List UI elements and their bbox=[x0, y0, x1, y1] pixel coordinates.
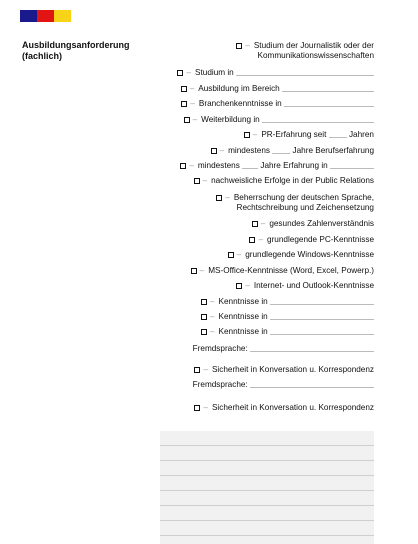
item-label: Kenntnisse in bbox=[218, 312, 268, 321]
fill-line[interactable] bbox=[270, 334, 374, 335]
checkbox[interactable] bbox=[201, 314, 207, 320]
checkbox[interactable] bbox=[177, 70, 183, 76]
checkbox[interactable] bbox=[216, 195, 222, 201]
checkbox[interactable] bbox=[194, 178, 200, 184]
item-kenntnisse-2: – Kenntnisse in bbox=[201, 312, 374, 322]
item-label: Sicherheit in Konversation u. Korrespondenz bbox=[211, 365, 374, 374]
heading-line-1: Ausbildungsanforderung bbox=[22, 40, 130, 50]
item-label: Kenntnisse in bbox=[218, 297, 268, 306]
fill-line[interactable] bbox=[270, 319, 374, 320]
item-label-cont: Rechtschreibung und Zeichensetzung bbox=[236, 203, 374, 212]
item-label: Studium in bbox=[195, 68, 234, 77]
checkbox[interactable] bbox=[181, 101, 187, 107]
fill-line[interactable] bbox=[282, 91, 374, 92]
item-label: grundlegende Windows-Kenntnisse bbox=[245, 250, 374, 259]
fill-line[interactable] bbox=[242, 168, 258, 169]
item-journalistik: – Studium der Journalistik oder der Kommunikationswissenschaften bbox=[236, 41, 374, 61]
item-zahlen: – gesundes Zahlenverständnis bbox=[252, 219, 374, 229]
item-label: PR-Erfahrung seit bbox=[261, 130, 327, 139]
item-label-suffix: Jahre Erfahrung in bbox=[260, 161, 328, 170]
item-label: gesundes Zahlenverständnis bbox=[269, 219, 374, 228]
item-label-suffix: Jahren bbox=[348, 130, 374, 139]
item-kenntnisse-1: – Kenntnisse in bbox=[201, 297, 374, 307]
item-label: grundlegende PC-Kenntnisse bbox=[267, 235, 374, 244]
item-office: – MS-Office-Kenntnisse (Word, Excel, Powerp.) bbox=[191, 266, 374, 276]
checkbox[interactable] bbox=[181, 86, 187, 92]
fill-line[interactable] bbox=[236, 75, 374, 76]
item-erfolge: – nachweisliche Erfolge in der Public Relations bbox=[194, 176, 375, 186]
heading-line-2: (fachlich) bbox=[22, 51, 63, 61]
item-sicherheit-2: – Sicherheit in Konversation u. Korrespondenz bbox=[194, 403, 374, 413]
checkbox[interactable] bbox=[249, 237, 255, 243]
item-berufserfahrung: – mindestens Jahre Berufserfahrung bbox=[211, 146, 374, 156]
flag-yellow bbox=[54, 10, 71, 22]
notes-field[interactable] bbox=[160, 431, 374, 544]
item-fremdsprache-1 bbox=[193, 344, 374, 354]
item-windows: – grundlegende Windows-Kenntnisse bbox=[228, 250, 374, 260]
fill-line[interactable] bbox=[270, 304, 374, 305]
item-erfahrung-in: – mindestens Jahre Erfahrung in bbox=[180, 161, 374, 171]
item-label-suffix: Jahre Berufserfahrung bbox=[292, 146, 374, 155]
item-label: Sicherheit in Konversation u. Korrespondenz bbox=[211, 403, 374, 412]
fill-line[interactable] bbox=[272, 153, 290, 154]
item-label: Studium der Journalistik oder der bbox=[253, 41, 374, 50]
item-branchen: – Branchenkenntnisse in bbox=[181, 99, 374, 109]
item-label: MS-Office-Kenntnisse (Word, Excel, Powerp.) bbox=[208, 266, 374, 275]
item-label: nachweisliche Erfolge in der Public Relations bbox=[211, 176, 374, 185]
item-label: Weiterbildung in bbox=[201, 115, 260, 124]
checkbox[interactable] bbox=[252, 221, 258, 227]
flag-blue bbox=[20, 10, 37, 22]
item-label: mindestens bbox=[228, 146, 270, 155]
item-pr-erfahrung: – PR-Erfahrung seit Jahren bbox=[244, 130, 374, 140]
checkbox[interactable] bbox=[201, 329, 207, 335]
checkbox[interactable] bbox=[211, 148, 217, 154]
flag-red bbox=[37, 10, 54, 22]
fill-line[interactable] bbox=[250, 387, 374, 388]
item-label: Beherrschung der deutschen Sprache, bbox=[233, 193, 374, 202]
checkbox[interactable] bbox=[191, 268, 197, 274]
checkbox[interactable] bbox=[201, 299, 207, 305]
fill-line[interactable] bbox=[262, 122, 374, 123]
item-kenntnisse-3: – Kenntnisse in bbox=[201, 327, 374, 337]
fill-line[interactable] bbox=[330, 168, 374, 169]
flag-stripes bbox=[20, 10, 71, 22]
item-label: mindestens bbox=[197, 161, 240, 170]
item-fremdsprache-2 bbox=[193, 380, 374, 390]
item-sprache: – Beherrschung der deutschen Sprache, Rechtschreibung und Zeichensetzung bbox=[216, 193, 374, 213]
checkbox[interactable] bbox=[228, 252, 234, 258]
item-label: Fremdsprache: bbox=[192, 380, 248, 389]
checkbox[interactable] bbox=[236, 43, 242, 49]
checkbox[interactable] bbox=[194, 405, 200, 411]
checkbox[interactable] bbox=[244, 132, 250, 138]
item-studium: – Studium in bbox=[177, 68, 374, 78]
section-heading bbox=[22, 40, 152, 62]
fill-line[interactable] bbox=[284, 106, 374, 107]
item-internet: – Internet- und Outlook-Kenntnisse bbox=[236, 281, 374, 291]
item-label: Fremdsprache: bbox=[192, 344, 248, 353]
item-label: Ausbildung im Bereich bbox=[198, 84, 280, 93]
item-label-cont: Kommunikationswissenschaften bbox=[257, 51, 374, 60]
item-weiterbildung: – Weiterbildung in bbox=[184, 115, 374, 125]
checkbox[interactable] bbox=[184, 117, 190, 123]
item-sicherheit-1: – Sicherheit in Konversation u. Korrespondenz bbox=[194, 365, 374, 375]
item-ausbildung: – Ausbildung im Bereich bbox=[181, 84, 374, 94]
fill-line[interactable] bbox=[250, 351, 374, 352]
item-label: Kenntnisse in bbox=[218, 327, 268, 336]
checkbox[interactable] bbox=[236, 283, 242, 289]
fill-line[interactable] bbox=[329, 137, 347, 138]
item-pc: – grundlegende PC-Kenntnisse bbox=[249, 235, 374, 245]
checkbox[interactable] bbox=[194, 367, 200, 373]
checkbox[interactable] bbox=[180, 163, 186, 169]
item-label: Branchenkenntnisse in bbox=[198, 99, 282, 108]
item-label: Internet- und Outlook-Kenntnisse bbox=[253, 281, 374, 290]
